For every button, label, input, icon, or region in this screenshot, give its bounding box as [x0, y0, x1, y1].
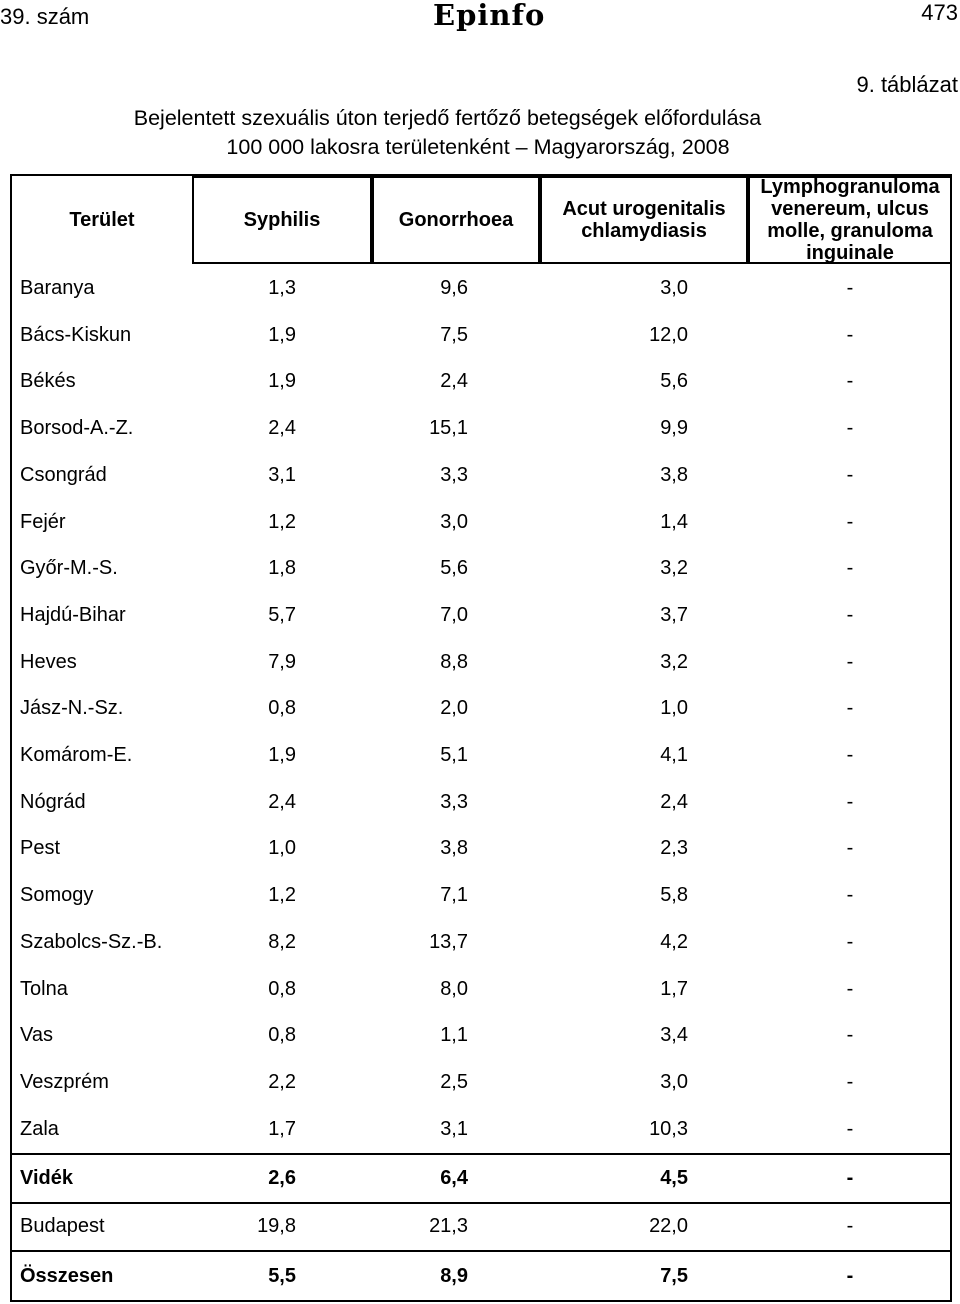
lymphogranuloma-value: -	[846, 1265, 854, 1287]
chlamydiasis-value: 22,0	[649, 1215, 688, 1237]
syphilis-value: 2,6	[268, 1167, 296, 1189]
chlamydiasis-value: 2,4	[660, 790, 688, 813]
syphilis-value: 2,4	[268, 417, 296, 440]
chlamydiasis-value: 10,3	[649, 1117, 688, 1140]
gonorrhoea-value: 5,6	[440, 557, 468, 580]
region-cell: Békés	[20, 370, 76, 393]
gonorrhoea-value: 8,8	[440, 650, 468, 673]
region-cell: Heves	[20, 650, 77, 673]
gonorrhoea-value: 7,5	[440, 323, 468, 346]
lymphogranuloma-value: -	[846, 697, 854, 720]
lymphogranuloma-value: -	[846, 1117, 854, 1140]
region-cell: Csongrád	[20, 463, 107, 486]
chlamydiasis-value: 3,2	[660, 650, 688, 673]
chlamydiasis-value: 1,7	[660, 977, 688, 1000]
region-cell: Borsod-A.-Z.	[20, 417, 134, 440]
region-cell: Pest	[20, 837, 61, 860]
gonorrhoea-value: 7,1	[440, 884, 468, 907]
chlamydiasis-value: 9,9	[660, 417, 688, 440]
region-cell: Budapest	[20, 1215, 105, 1237]
gonorrhoea-value: 1,1	[440, 1024, 468, 1047]
region-cell: Győr-M.-S.	[20, 557, 118, 580]
column-header-lymphogranuloma: Lymphogranuloma venereum, ulcus molle, granuloma inguinale	[760, 176, 940, 264]
syphilis-value: 8,2	[268, 930, 296, 953]
syphilis-value: 5,7	[268, 603, 296, 626]
region-cell: Vidék	[20, 1167, 73, 1189]
gonorrhoea-value: 6,4	[440, 1167, 468, 1189]
syphilis-value: 1,3	[268, 277, 296, 299]
chlamydiasis-value: 1,4	[660, 510, 688, 533]
syphilis-value: 1,9	[268, 744, 296, 766]
column-header-gonorrhoea: Gonorrhoea	[398, 209, 514, 231]
column-header-chlamydiasis: Acut urogenitalis chlamydiasis	[562, 198, 726, 242]
syphilis-value: 1,2	[268, 884, 296, 907]
region-cell: Vas	[20, 1024, 53, 1047]
column-header-terulet: Terület	[69, 209, 135, 231]
region-cell: Somogy	[20, 884, 94, 907]
syphilis-value: 0,8	[268, 977, 296, 1000]
chlamydiasis-value: 5,6	[660, 370, 688, 393]
gonorrhoea-value: 8,0	[440, 977, 468, 1000]
chlamydiasis-value: 3,2	[660, 557, 688, 580]
gonorrhoea-value: 3,1	[440, 1117, 468, 1140]
region-cell: Veszprém	[20, 1070, 109, 1093]
syphilis-value: 1,0	[268, 837, 296, 860]
epinfo-logo: Epinfo	[433, 0, 546, 32]
separator-line	[12, 1202, 950, 1204]
lymphogranuloma-value: -	[846, 837, 854, 860]
gonorrhoea-value: 15,1	[429, 417, 468, 440]
lymphogranuloma-value: -	[846, 463, 854, 486]
gonorrhoea-value: 8,9	[440, 1265, 468, 1287]
syphilis-value: 3,1	[268, 463, 296, 486]
lymphogranuloma-value: -	[846, 370, 854, 393]
lymphogranuloma-value: -	[846, 323, 854, 346]
chlamydiasis-value: 4,2	[660, 930, 688, 953]
gonorrhoea-value: 3,8	[440, 837, 468, 860]
gonorrhoea-value: 3,3	[440, 790, 468, 813]
region-cell: Nógrád	[20, 790, 86, 813]
gonorrhoea-value: 5,1	[440, 744, 468, 766]
separator-line	[12, 1153, 950, 1155]
chlamydiasis-value: 3,8	[660, 463, 688, 486]
lymphogranuloma-value: -	[846, 277, 854, 299]
region-cell: Hajdú-Bihar	[20, 603, 126, 626]
lymphogranuloma-value: -	[846, 510, 854, 533]
chlamydiasis-value: 3,7	[660, 603, 688, 626]
region-cell: Fejér	[20, 510, 66, 533]
lymphogranuloma-value: -	[846, 930, 854, 953]
chlamydiasis-value: 3,4	[660, 1024, 688, 1047]
chlamydiasis-value: 12,0	[649, 323, 688, 346]
syphilis-value: 1,9	[268, 323, 296, 346]
chlamydiasis-value: 2,3	[660, 837, 688, 860]
region-cell: Tolna	[20, 977, 68, 1000]
syphilis-value: 1,8	[268, 557, 296, 580]
gonorrhoea-value: 7,0	[440, 603, 468, 626]
region-cell: Komárom-E.	[20, 744, 133, 766]
gonorrhoea-value: 3,3	[440, 463, 468, 486]
chlamydiasis-value: 5,8	[660, 884, 688, 907]
gonorrhoea-value: 13,7	[429, 930, 468, 953]
gonorrhoea-value: 3,0	[440, 510, 468, 533]
gonorrhoea-value: 2,0	[440, 697, 468, 720]
region-cell: Zala	[20, 1117, 59, 1140]
chlamydiasis-value: 3,0	[660, 1070, 688, 1093]
chlamydiasis-value: 4,5	[660, 1167, 688, 1189]
gonorrhoea-value: 2,4	[440, 370, 468, 393]
lymphogranuloma-value: -	[846, 603, 854, 626]
lymphogranuloma-value: -	[846, 1215, 854, 1237]
syphilis-value: 0,8	[268, 697, 296, 720]
lymphogranuloma-value: -	[846, 977, 854, 1000]
gonorrhoea-value: 2,5	[440, 1070, 468, 1093]
syphilis-value: 19,8	[257, 1215, 296, 1237]
region-cell: Szabolcs-Sz.-B.	[20, 930, 163, 953]
chlamydiasis-value: 3,0	[660, 277, 688, 299]
column-header-syphilis: Syphilis	[243, 209, 321, 231]
page-number: 473	[921, 0, 958, 25]
syphilis-value: 1,7	[268, 1117, 296, 1140]
syphilis-value: 5,5	[268, 1265, 296, 1287]
chlamydiasis-value: 4,1	[660, 744, 688, 766]
separator-line	[12, 1250, 950, 1252]
lymphogranuloma-value: -	[846, 884, 854, 907]
table-label: 9. táblázat	[856, 72, 958, 97]
table-frame	[10, 174, 952, 1302]
chlamydiasis-value: 1,0	[660, 697, 688, 720]
syphilis-value: 2,2	[268, 1070, 296, 1093]
region-cell: Jász-N.-Sz.	[20, 697, 124, 720]
chlamydiasis-value: 7,5	[660, 1265, 688, 1287]
syphilis-value: 1,2	[268, 510, 296, 533]
syphilis-value: 0,8	[268, 1024, 296, 1047]
lymphogranuloma-value: -	[846, 1167, 854, 1189]
lymphogranuloma-value: -	[846, 1070, 854, 1093]
syphilis-value: 7,9	[268, 650, 296, 673]
lymphogranuloma-value: -	[846, 650, 854, 673]
lymphogranuloma-value: -	[846, 744, 854, 766]
syphilis-value: 1,9	[268, 370, 296, 393]
syphilis-value: 2,4	[268, 790, 296, 813]
table-title-line2: 100 000 lakosra területenként – Magyarország, 2008	[226, 135, 730, 159]
lymphogranuloma-value: -	[846, 790, 854, 813]
lymphogranuloma-value: -	[846, 417, 854, 440]
gonorrhoea-value: 9,6	[440, 277, 468, 299]
region-cell: Bács-Kiskun	[20, 323, 132, 346]
table-title-line1: Bejelentett szexuális úton terjedő fertőző betegségek előfordulása	[133, 106, 762, 130]
issue-number: 39. szám	[0, 4, 90, 29]
region-cell: Baranya	[20, 277, 95, 299]
lymphogranuloma-value: -	[846, 1024, 854, 1047]
lymphogranuloma-value: -	[846, 557, 854, 580]
gonorrhoea-value: 21,3	[429, 1215, 468, 1237]
region-cell: Összesen	[20, 1265, 114, 1287]
